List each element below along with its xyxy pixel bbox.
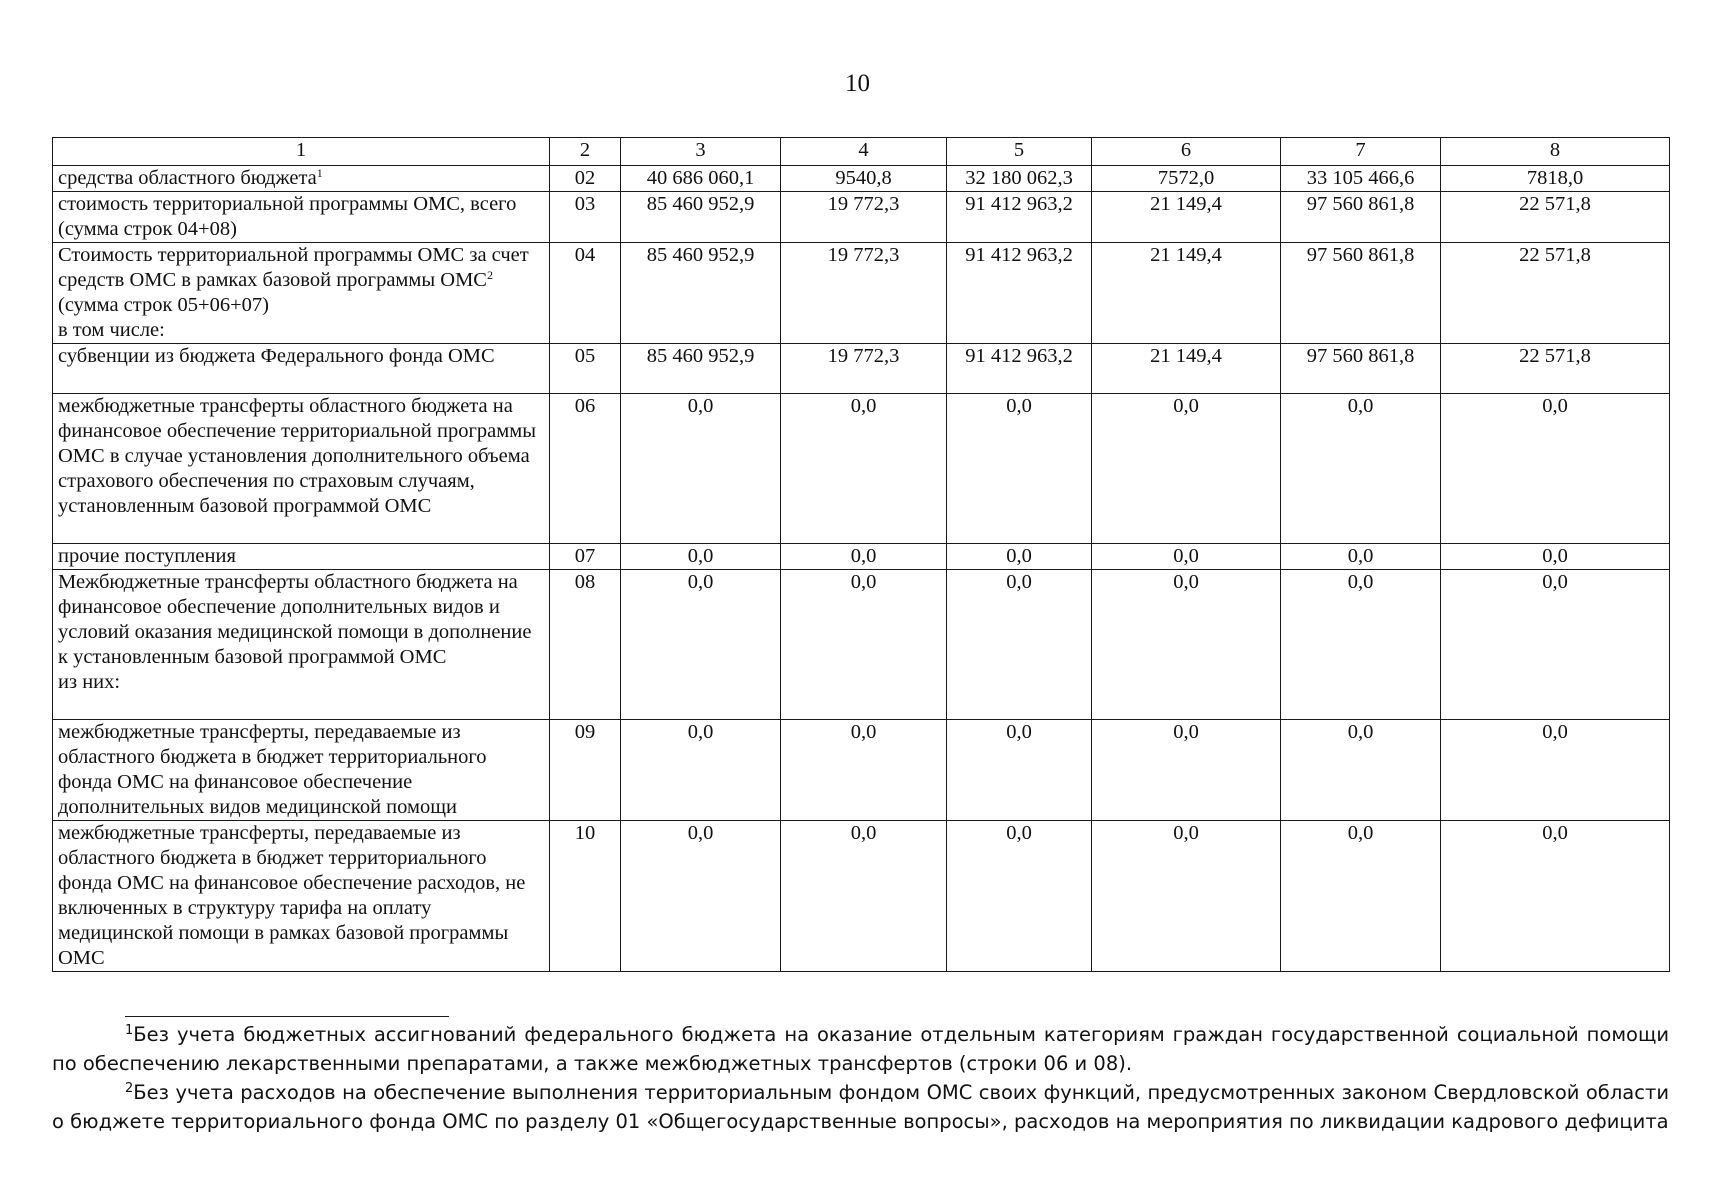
footnotes: [52, 1020, 1669, 1136]
row-name: межбюджетные трансферты, передаваемые из областного бюджета в бюджет территориального фонда ОМС на финансовое обеспечение дополнительных видов медицинской помощи: [53, 720, 550, 821]
row-code: 06: [550, 394, 621, 544]
row-code: 02: [550, 166, 621, 192]
table-row: [53, 821, 1670, 972]
row-code: 08: [550, 570, 621, 720]
value-cell: 7572,0: [1092, 166, 1281, 192]
value-cell: 0,0: [947, 720, 1092, 821]
value-cell: 0,0: [621, 720, 781, 821]
value-cell: 0,0: [781, 720, 947, 821]
row-name: субвенции из бюджета Федерального фонда ОМС: [53, 344, 550, 394]
value-cell: 0,0: [621, 821, 781, 972]
footnote-mark: 1: [316, 166, 323, 180]
row-code: 03: [550, 192, 621, 243]
value-cell: 91 412 963,2: [947, 344, 1092, 394]
value-cell: 19 772,3: [781, 243, 947, 344]
column-header: 3: [621, 138, 781, 166]
value-cell: 0,0: [1281, 720, 1441, 821]
footnote-separator: [125, 1016, 449, 1017]
value-cell: 0,0: [1441, 394, 1670, 544]
table-row: [53, 166, 1670, 192]
column-header: 7: [1281, 138, 1441, 166]
value-cell: 0,0: [1281, 570, 1441, 720]
table-row: [53, 394, 1670, 544]
value-cell: 0,0: [1092, 544, 1281, 570]
row-code: 04: [550, 243, 621, 344]
value-cell: 19 772,3: [781, 192, 947, 243]
footnote-text: Без учета расходов на обеспечение выполнения территориальным фондом ОМС своих функций, предусмотренных законом Свердловской области о бюджете территориального фонда ОМС по разделу 01 «Общегосударственные вопросы», расходов на мероприятия по ликвидации кадрового дефицита: [52, 1081, 1669, 1133]
value-cell: 0,0: [947, 821, 1092, 972]
value-cell: 33 105 466,6: [1281, 166, 1441, 192]
value-cell: 0,0: [781, 570, 947, 720]
value-cell: 22 571,8: [1441, 243, 1670, 344]
value-cell: 22 571,8: [1441, 192, 1670, 243]
value-cell: 21 149,4: [1092, 192, 1281, 243]
column-header: 2: [550, 138, 621, 166]
value-cell: 0,0: [947, 544, 1092, 570]
value-cell: 0,0: [621, 394, 781, 544]
column-header: 5: [947, 138, 1092, 166]
value-cell: 19 772,3: [781, 344, 947, 394]
value-cell: 0,0: [947, 570, 1092, 720]
footnote-mark: 1: [125, 1023, 134, 1038]
row-code: 05: [550, 344, 621, 394]
footnote-2: [52, 1078, 1669, 1136]
value-cell: 91 412 963,2: [947, 192, 1092, 243]
table-row: [53, 570, 1670, 720]
value-cell: 0,0: [947, 394, 1092, 544]
value-cell: 0,0: [621, 570, 781, 720]
row-name: средства областного бюджета$^1$: [53, 166, 550, 192]
column-header: 6: [1092, 138, 1281, 166]
budget-table: [52, 137, 1670, 972]
table-row: [53, 544, 1670, 570]
value-cell: 97 560 861,8: [1281, 192, 1441, 243]
table-row: [53, 720, 1670, 821]
row-code: 07: [550, 544, 621, 570]
column-header: 4: [781, 138, 947, 166]
value-cell: 9540,8: [781, 166, 947, 192]
row-name: межбюджетные трансферты областного бюджета на финансовое обеспечение территориальной программы ОМС в случае установления дополнительного объема страхового обеспечения по страховым случаям, установленным базовой программой ОМС: [53, 394, 550, 544]
value-cell: 0,0: [781, 394, 947, 544]
row-name: прочие поступления: [53, 544, 550, 570]
value-cell: 0,0: [1092, 720, 1281, 821]
value-cell: 97 560 861,8: [1281, 344, 1441, 394]
value-cell: 85 460 952,9: [621, 344, 781, 394]
value-cell: 0,0: [1441, 720, 1670, 821]
value-cell: 0,0: [1281, 544, 1441, 570]
value-cell: 0,0: [1092, 570, 1281, 720]
row-name: Межбюджетные трансферты областного бюджета на финансовое обеспечение дополнительных видов и условий оказания медицинской помощи в дополнение к установленным базовой программой ОМС из них:: [53, 570, 550, 720]
footnote-mark: 2: [125, 1081, 134, 1096]
value-cell: 0,0: [1092, 821, 1281, 972]
value-cell: 0,0: [1441, 544, 1670, 570]
value-cell: 21 149,4: [1092, 344, 1281, 394]
row-name: стоимость территориальной программы ОМС, всего (сумма строк 04+08): [53, 192, 550, 243]
column-header: 8: [1441, 138, 1670, 166]
value-cell: 32 180 062,3: [947, 166, 1092, 192]
value-cell: 0,0: [781, 821, 947, 972]
row-code: 10: [550, 821, 621, 972]
row-name: Стоимость территориальной программы ОМС за счет средств ОМС в рамках базовой программы ОМС$^2$ (сумма строк 05+06+07) в том числе:: [53, 243, 550, 344]
value-cell: 7818,0: [1441, 166, 1670, 192]
value-cell: 0,0: [1441, 570, 1670, 720]
table-row: [53, 243, 1670, 344]
table-row: [53, 344, 1670, 394]
value-cell: 0,0: [1281, 821, 1441, 972]
value-cell: 0,0: [1092, 394, 1281, 544]
value-cell: 85 460 952,9: [621, 243, 781, 344]
value-cell: 91 412 963,2: [947, 243, 1092, 344]
value-cell: 40 686 060,1: [621, 166, 781, 192]
row-name: межбюджетные трансферты, передаваемые из областного бюджета в бюджет территориального фонда ОМС на финансовое обеспечение расходов, не включенных в структуру тарифа на оплату медицинской помощи в рамках базовой программы ОМС: [53, 821, 550, 972]
column-header: 1: [53, 138, 550, 166]
value-cell: 0,0: [1441, 821, 1670, 972]
row-code: 09: [550, 720, 621, 821]
footnote-1: [52, 1020, 1669, 1078]
value-cell: 85 460 952,9: [621, 192, 781, 243]
value-cell: 0,0: [621, 544, 781, 570]
column-number-row: [53, 138, 1670, 166]
value-cell: 0,0: [781, 544, 947, 570]
value-cell: 21 149,4: [1092, 243, 1281, 344]
value-cell: 97 560 861,8: [1281, 243, 1441, 344]
footnote-mark: 2: [486, 268, 493, 282]
page-number: 10: [845, 70, 870, 97]
value-cell: 22 571,8: [1441, 344, 1670, 394]
footnote-text: Без учета бюджетных ассигнований федерального бюджета на оказание отдельным категориям граждан государственной социальной помощи по обеспечению лекарственными препаратами, а также межбюджетных трансфертов (строки 06 и 08).: [52, 1023, 1669, 1075]
value-cell: 0,0: [1281, 394, 1441, 544]
table-row: [53, 192, 1670, 243]
